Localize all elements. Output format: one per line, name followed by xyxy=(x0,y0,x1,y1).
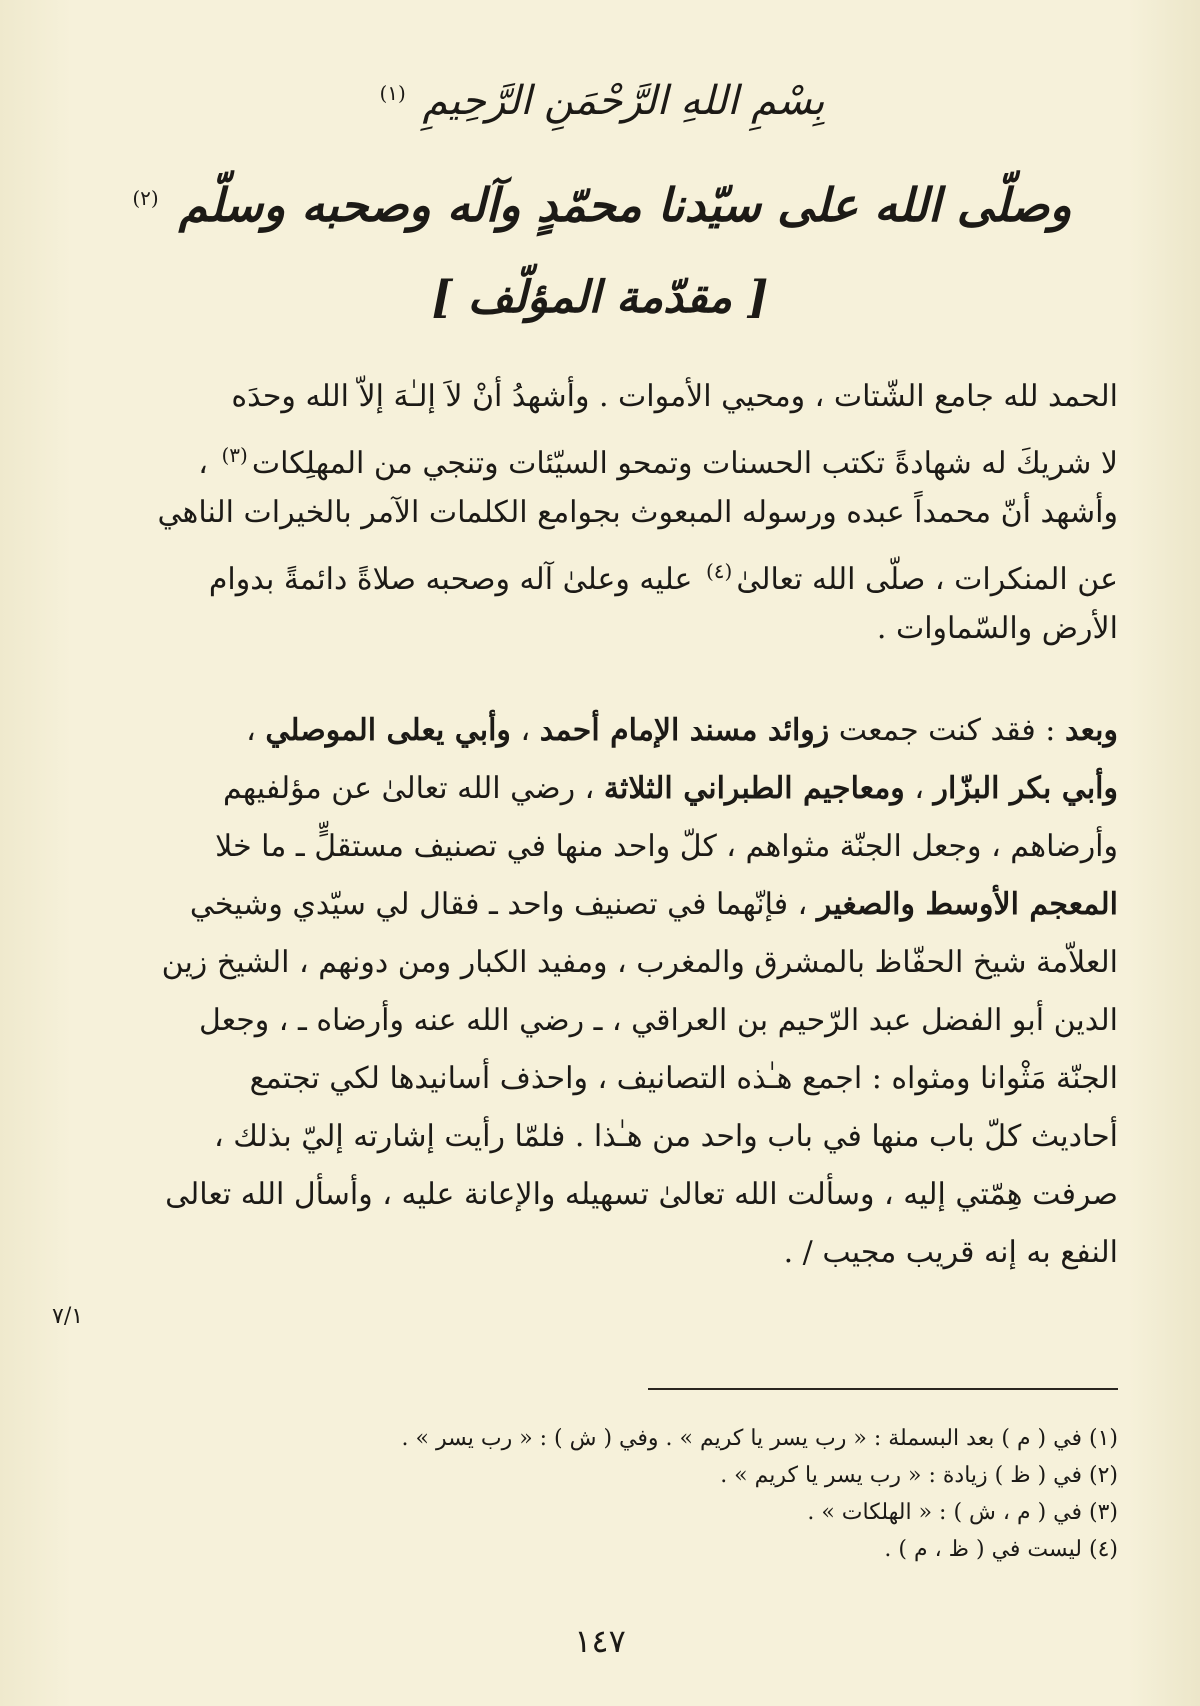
paragraph-1 xyxy=(78,368,1118,658)
line-segment: ، رضي الله تعالىٰ عن مؤلفيهم xyxy=(222,771,604,806)
text-line xyxy=(78,1050,1118,1108)
text-line xyxy=(78,1224,1118,1282)
line-segment: صرفت هِمّتي إليه ، وسألت الله تعالىٰ تسهيله والإعانة عليه ، وأسأل الله تعالى xyxy=(165,1177,1118,1212)
bold-segment: ومعاجيم الطبراني الثلاثة xyxy=(603,771,905,806)
text-line xyxy=(78,426,1118,484)
text-line xyxy=(78,934,1118,992)
text-line xyxy=(78,368,1118,426)
line-segment: الحمد لله جامع الشّتات ، ومحيي الأموات . وأشهدُ أنْ لاَ إلـٰهَ إلاّ الله وحدَه xyxy=(231,379,1118,414)
footnote-ref-4: (٤) xyxy=(705,559,733,583)
line-segment: ، xyxy=(198,446,218,481)
text-line xyxy=(78,992,1118,1050)
text-line xyxy=(78,484,1118,542)
text-line xyxy=(78,702,1118,760)
line-segment: ، xyxy=(510,713,540,748)
text-line xyxy=(78,876,1118,934)
paragraph-gap xyxy=(78,658,1118,702)
basmala-text: بِسْمِ اللهِ الرَّحْمَنِ الرَّحِيمِ xyxy=(422,78,825,124)
text-line xyxy=(78,542,1118,600)
text-line xyxy=(78,600,1118,658)
line-segment: الأرض والسّماوات . xyxy=(876,611,1118,646)
bold-segment: وأبي بكر البزّار xyxy=(933,771,1118,806)
line-segment: عليه وعلىٰ آله وصحبه صلاةً دائمةً بدوام xyxy=(208,562,702,597)
footnote-ref-3: (٣) xyxy=(221,443,248,467)
line-segment: : فقد كنت جمعت xyxy=(829,713,1065,748)
line-segment: ، xyxy=(246,713,266,748)
footnotes xyxy=(200,1420,1118,1568)
margin-note: ٧/١ xyxy=(52,1304,84,1329)
bold-segment: زوائد مسند الإمام أحمد xyxy=(539,713,830,748)
footnote-ref-2: (٢) xyxy=(132,185,159,210)
line-segment: عن المنكرات ، صلّى الله تعالىٰ xyxy=(736,562,1118,597)
footnote-4: (٤) ليست في ( ظ ، م ) . xyxy=(884,1537,1118,1562)
text-line xyxy=(78,760,1118,818)
section-title: [ مقدّمة المؤلّف ] xyxy=(431,272,769,323)
bold-segment: وأبي يعلى الموصلي xyxy=(265,713,511,748)
line-segment: أحاديث كلّ باب منها في باب واحد من هـٰذا . فلمّا رأيت إشارته إليّ بذلك ، xyxy=(214,1119,1118,1154)
line-segment: الجنّة مَثْوانا ومثواه : اجمع هـٰذه التصانيف ، واحذف أسانيدها لكي تجتمع xyxy=(249,1061,1118,1096)
main-text xyxy=(78,368,1118,1282)
bold-segment: المعجم الأوسط والصغير xyxy=(816,887,1118,922)
line-segment: العلاّمة شيخ الحفّاظ بالمشرق والمغرب ، ومفيد الكبار ومن دونهم ، الشيخ زين xyxy=(161,945,1118,980)
footnote-divider xyxy=(648,1388,1118,1390)
line-segment: وأشهد أنّ محمداً عبده ورسوله المبعوث بجوامع الكلمات الآمر بالخيرات الناهي xyxy=(157,495,1118,530)
text-line xyxy=(78,818,1118,876)
line-segment: لا شريكَ له شهادةً تكتب الحسنات وتمحو السيّئات وتنجي من المهلِكات xyxy=(251,446,1118,481)
salawat-heading xyxy=(0,178,1200,232)
paragraph-2 xyxy=(78,702,1118,1282)
footnote-1: (١) في ( م ) بعد البسملة : « رب يسر يا كريم » . وفي ( ش ) : « رب يسر » . xyxy=(401,1426,1118,1451)
line-segment: وأرضاهم ، وجعل الجنّة مثواهم ، كلّ واحد منها في تصنيف مستقلٍّ ـ ما خلا xyxy=(215,829,1118,864)
text-line xyxy=(78,1108,1118,1166)
line-segment: ، فإنّهما في تصنيف واحد ـ فقال لي سيّدي وشيخي xyxy=(189,887,817,922)
line-segment: الدين أبو الفضل عبد الرّحيم بن العراقي ، ـ رضي الله عنه وأرضاه ـ ، وجعل xyxy=(199,1003,1118,1038)
footnote-2: (٢) في ( ظ ) زيادة : « رب يسر يا كريم » . xyxy=(720,1463,1118,1488)
footnote-3: (٣) في ( م ، ش ) : « الهلكات » . xyxy=(807,1500,1118,1525)
bold-segment: وبعد xyxy=(1064,713,1118,748)
salawat-text: وصلّى الله على سيّدنا محمّدٍ وآله وصحبه وسلّم xyxy=(178,178,1072,232)
line-segment: النفع به إنه قريب مجيب / . xyxy=(783,1235,1118,1270)
line-segment: ، xyxy=(904,771,934,806)
page-number: ١٤٧ xyxy=(574,1622,626,1660)
basmala-heading xyxy=(0,78,1200,124)
text-line xyxy=(78,1166,1118,1224)
footnote-ref-1: (١) xyxy=(379,80,406,105)
